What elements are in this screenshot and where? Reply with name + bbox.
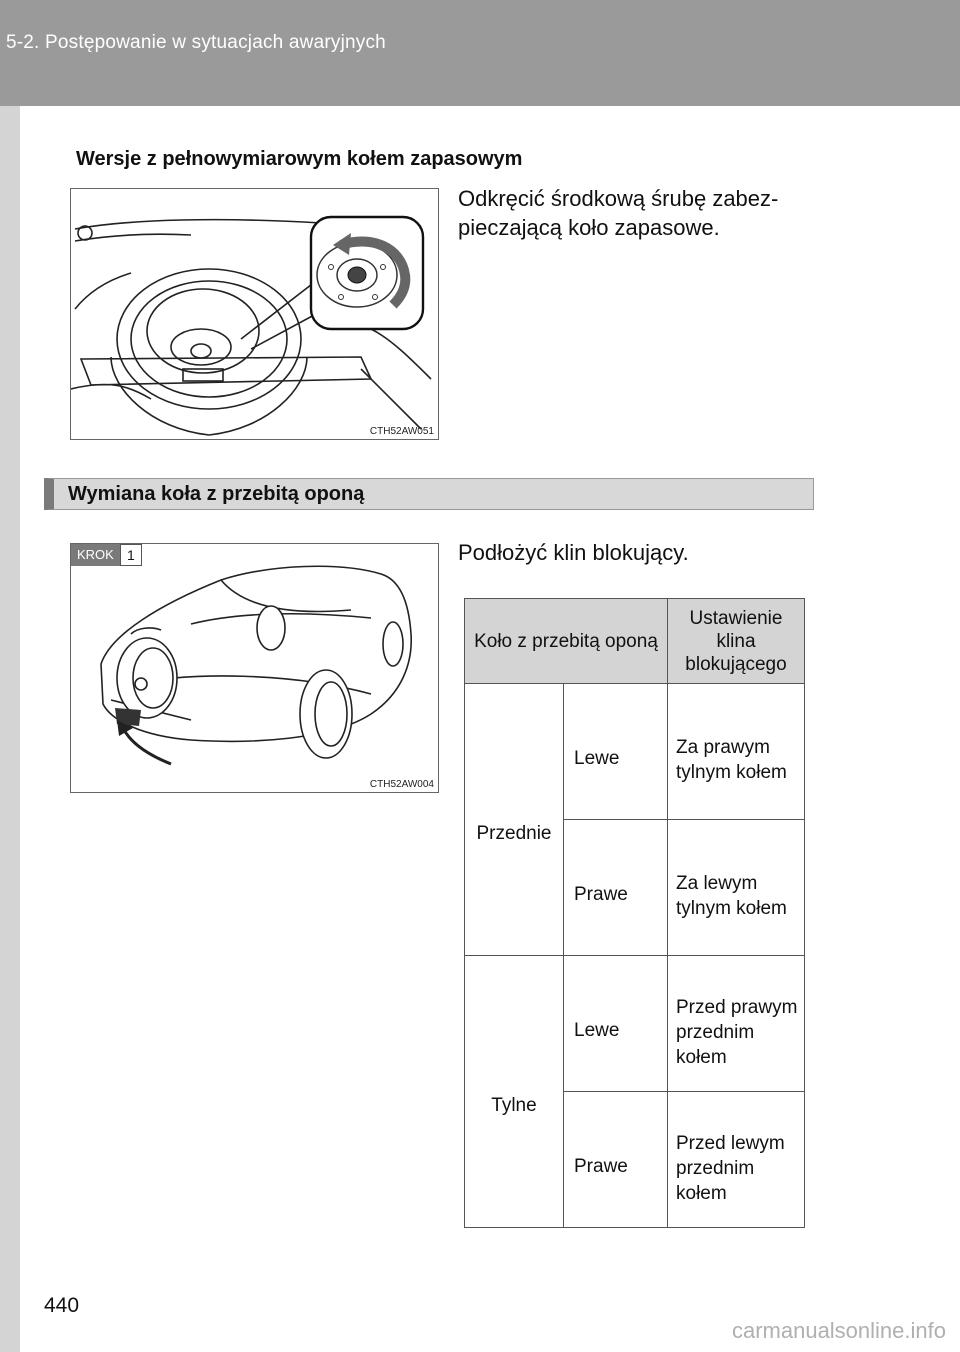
chapter-title: 5-2. Postępowanie w sytuacjach awaryjnych xyxy=(6,32,386,53)
wheel-side-cell: Prawe xyxy=(564,1092,668,1228)
table-header-row xyxy=(465,599,805,684)
wheel-position-cell: Przednie xyxy=(465,684,564,956)
watermark: carmanualsonline.info xyxy=(731,1318,946,1343)
figure-code: CTH52AW004 xyxy=(369,779,434,790)
step-label: KROK xyxy=(71,544,120,566)
section-bar xyxy=(44,478,814,510)
wheel-side-cell: Prawe xyxy=(564,820,668,956)
section-title: Wymiana koła z przebitą oponą xyxy=(68,483,365,505)
chock-placement-table xyxy=(464,598,805,1228)
left-margin-band xyxy=(0,106,20,1352)
instruction-line: Odkręcić środkową śrubę zabez- xyxy=(458,186,779,211)
spare-wheel-illustration xyxy=(71,189,438,439)
instruction-line: pieczającą koło zapasowe. xyxy=(458,215,720,240)
column-header-chock-position: Ustawienie klina blokującego xyxy=(668,599,805,684)
step-indicator xyxy=(71,544,142,566)
chock-placement-cell: Za prawym tylnym kołem xyxy=(668,684,805,820)
step-number: 1 xyxy=(120,544,142,566)
figure-code: CTH52AW051 xyxy=(369,426,434,437)
chock-placement-cell: Przed lewym przednim kołem xyxy=(668,1092,805,1228)
car-illustration xyxy=(71,544,438,792)
wheel-side-cell: Lewe xyxy=(564,684,668,820)
chock-placement-cell: Przed prawym przednim kołem xyxy=(668,956,805,1092)
spare-wheel-instruction xyxy=(458,184,778,242)
page-header xyxy=(0,0,960,106)
chock-placement-cell: Za lewym tylnym kołem xyxy=(668,820,805,956)
page-number: 440 xyxy=(44,1294,80,1317)
column-header-flat-tire: Koło z przebitą oponą xyxy=(465,599,668,684)
chock-instruction: Podłożyć klin blokujący. xyxy=(458,540,689,565)
wheel-position-cell: Tylne xyxy=(465,956,564,1228)
wheel-side-cell: Lewe xyxy=(564,956,668,1092)
table-row xyxy=(465,684,805,820)
spare-wheel-figure xyxy=(70,188,439,440)
wheel-chock-figure xyxy=(70,543,439,793)
table-row xyxy=(465,956,805,1092)
subheading: Wersje z pełnowymiarowym kołem zapasowym xyxy=(76,148,523,170)
